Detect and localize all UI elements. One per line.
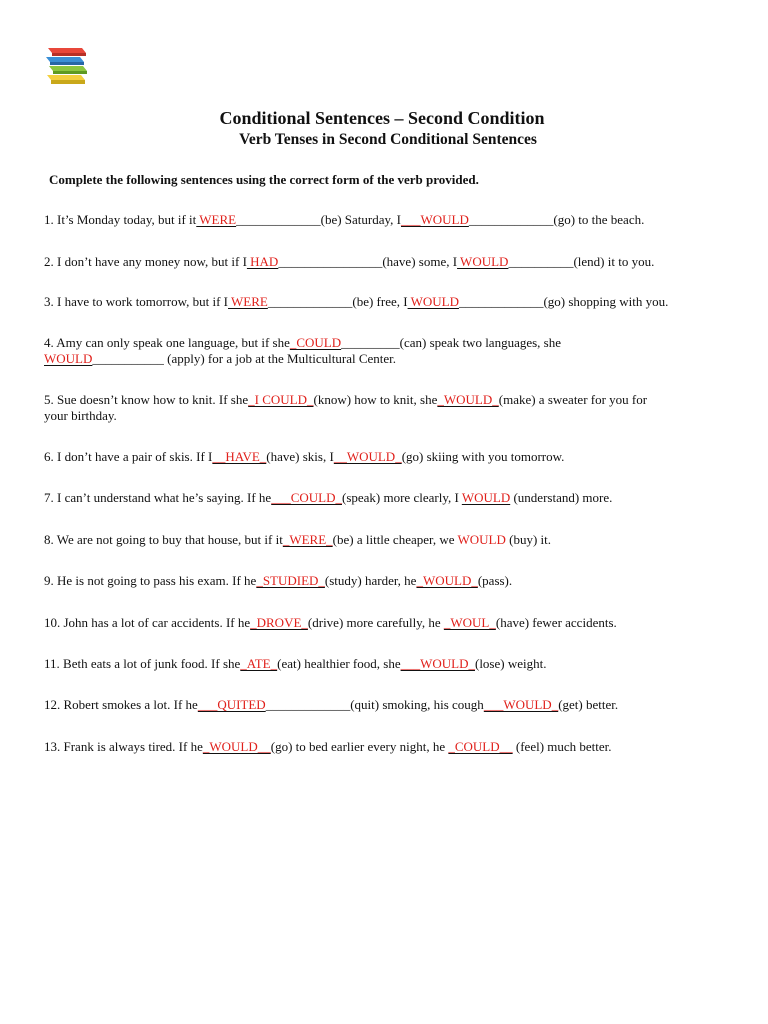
question-text: 1. It’s Monday today, but if it bbox=[44, 212, 197, 227]
answer-blank[interactable]: ___QUITED bbox=[197, 697, 266, 712]
instructions: Complete the following sentences using the correct form of the verb provided. bbox=[49, 172, 479, 187]
blank-line: _____________ bbox=[236, 212, 321, 227]
blank-line: ________________ bbox=[278, 254, 383, 269]
answer-blank[interactable]: _STUDIED_ bbox=[256, 573, 325, 588]
question-text: (be) free, I bbox=[352, 294, 408, 309]
question-12 bbox=[44, 697, 724, 713]
stacked-books-icon bbox=[44, 44, 90, 90]
question-text: 11. Beth eats a lot of junk food. If she bbox=[44, 656, 241, 671]
question-4 bbox=[44, 335, 724, 351]
answer-blank[interactable]: ___COULD_ bbox=[271, 490, 342, 505]
question-text: (quit) smoking, his cough bbox=[350, 697, 484, 712]
answer-blank[interactable]: _WOULD_ bbox=[416, 573, 478, 588]
page-title: Conditional Sentences – Second Condition bbox=[219, 108, 545, 128]
question-text: (speak) more clearly, I bbox=[341, 490, 462, 505]
question-text: (feel) much better. bbox=[512, 739, 612, 754]
question-text: (lend) it to you. bbox=[573, 254, 655, 269]
question-text: (have) fewer accidents. bbox=[495, 615, 617, 630]
question-7 bbox=[44, 490, 724, 506]
question-text: 8. We are not going to buy that house, but if it bbox=[44, 532, 283, 547]
answer-blank[interactable]: _COULD__ bbox=[448, 739, 513, 754]
answer-blank[interactable]: WOULD bbox=[457, 532, 506, 547]
question-text: 4. Amy can only speak one language, but if she bbox=[44, 335, 290, 350]
question-text: (lose) weight. bbox=[474, 656, 547, 671]
answer-blank[interactable]: ___WOULD_ bbox=[483, 697, 559, 712]
question-text: (get) better. bbox=[558, 697, 619, 712]
blank-line: __________ bbox=[508, 254, 574, 269]
question-text: (be) Saturday, I bbox=[320, 212, 401, 227]
answer-blank[interactable]: WOULD bbox=[44, 351, 93, 366]
question-1 bbox=[44, 212, 724, 228]
question-text: (understand) more. bbox=[510, 490, 613, 505]
question-text: (apply) for a job at the Multicultural Center. bbox=[163, 351, 397, 366]
question-13 bbox=[44, 739, 724, 755]
answer-blank[interactable]: _WOUL_ bbox=[443, 615, 496, 630]
answer-blank[interactable]: _WERE_ bbox=[282, 532, 333, 547]
question-text: 10. John has a lot of car accidents. If he bbox=[44, 615, 251, 630]
answer-blank[interactable]: __HAVE_ bbox=[212, 449, 267, 464]
answer-blank[interactable]: WERE bbox=[196, 212, 237, 227]
question-text: 2. I don’t have any money now, but if I bbox=[44, 254, 247, 269]
question-5-continued bbox=[44, 408, 724, 424]
question-text: (buy) it. bbox=[505, 532, 552, 547]
answer-blank[interactable]: ___WOULD_ bbox=[400, 656, 475, 671]
question-text: 12. Robert smokes a lot. If he bbox=[44, 697, 198, 712]
question-8 bbox=[44, 532, 724, 548]
question-text: (go) to the beach. bbox=[553, 212, 645, 227]
answer-blank[interactable]: _WOULD_ bbox=[437, 392, 499, 407]
question-2 bbox=[44, 254, 724, 270]
question-text: 9. He is not going to pass his exam. If he bbox=[44, 573, 257, 588]
question-text: 6. I don’t have a pair of skis. If I bbox=[44, 449, 213, 464]
question-4-continued bbox=[44, 351, 724, 367]
question-3 bbox=[44, 294, 724, 310]
blank-line: _____________ bbox=[468, 212, 554, 227]
answer-blank[interactable]: WERE bbox=[228, 294, 268, 309]
answer-blank[interactable]: _COULD bbox=[289, 335, 342, 350]
blank-line: _____________ bbox=[267, 294, 353, 309]
question-6 bbox=[44, 449, 724, 465]
question-text: 3. I have to work tomorrow, but if I bbox=[44, 294, 229, 309]
question-text: (have) skis, I bbox=[266, 449, 334, 464]
question-text: 7. I can’t understand what he’s saying. If he bbox=[44, 490, 272, 505]
question-9 bbox=[44, 573, 724, 589]
question-text: (go) shopping with you. bbox=[543, 294, 669, 309]
answer-blank[interactable]: HAD bbox=[246, 254, 279, 269]
question-text: 5. Sue doesn’t know how to knit. If she bbox=[44, 392, 249, 407]
answer-blank[interactable]: _I COULD_ bbox=[248, 392, 314, 407]
blank-line: _____________ bbox=[265, 697, 351, 712]
question-text: 13. Frank is always tired. If he bbox=[44, 739, 203, 754]
question-text: (be) a little cheaper, we bbox=[332, 532, 458, 547]
blank-line: _________ bbox=[341, 335, 400, 350]
answer-blank[interactable]: WOULD bbox=[461, 490, 511, 505]
question-text: (can) speak two languages, she bbox=[399, 335, 561, 350]
question-text: (know) how to knit, she bbox=[313, 392, 438, 407]
question-text: (study) harder, he bbox=[324, 573, 417, 588]
answer-blank[interactable]: ___WOULD bbox=[400, 212, 469, 227]
answer-blank[interactable]: _ATE_ bbox=[240, 656, 278, 671]
blank-line: _____________ bbox=[458, 294, 544, 309]
answer-blank[interactable]: _DROVE_ bbox=[250, 615, 308, 630]
question-text: (go) skiing with you tomorrow. bbox=[401, 449, 565, 464]
answer-blank[interactable]: WOULD bbox=[407, 294, 459, 309]
question-10 bbox=[44, 615, 724, 631]
question-text: (make) a sweater for you for bbox=[498, 392, 648, 407]
question-text: (go) to bed earlier every night, he bbox=[270, 739, 449, 754]
question-11 bbox=[44, 656, 724, 672]
question-text: (have) some, I bbox=[382, 254, 458, 269]
answer-blank[interactable]: WOULD bbox=[457, 254, 509, 269]
page-subtitle: Verb Tenses in Second Conditional Sentences bbox=[239, 131, 537, 148]
question-text: (pass). bbox=[477, 573, 513, 588]
blank-line: ___________ bbox=[92, 351, 164, 366]
question-5 bbox=[44, 392, 724, 408]
question-text: (eat) healthier food, she bbox=[277, 656, 401, 671]
answer-blank[interactable]: _WOULD__ bbox=[202, 739, 271, 754]
question-text: (drive) more carefully, he bbox=[307, 615, 444, 630]
answer-blank[interactable]: __WOULD_ bbox=[333, 449, 402, 464]
question-text: your birthday. bbox=[44, 408, 117, 423]
